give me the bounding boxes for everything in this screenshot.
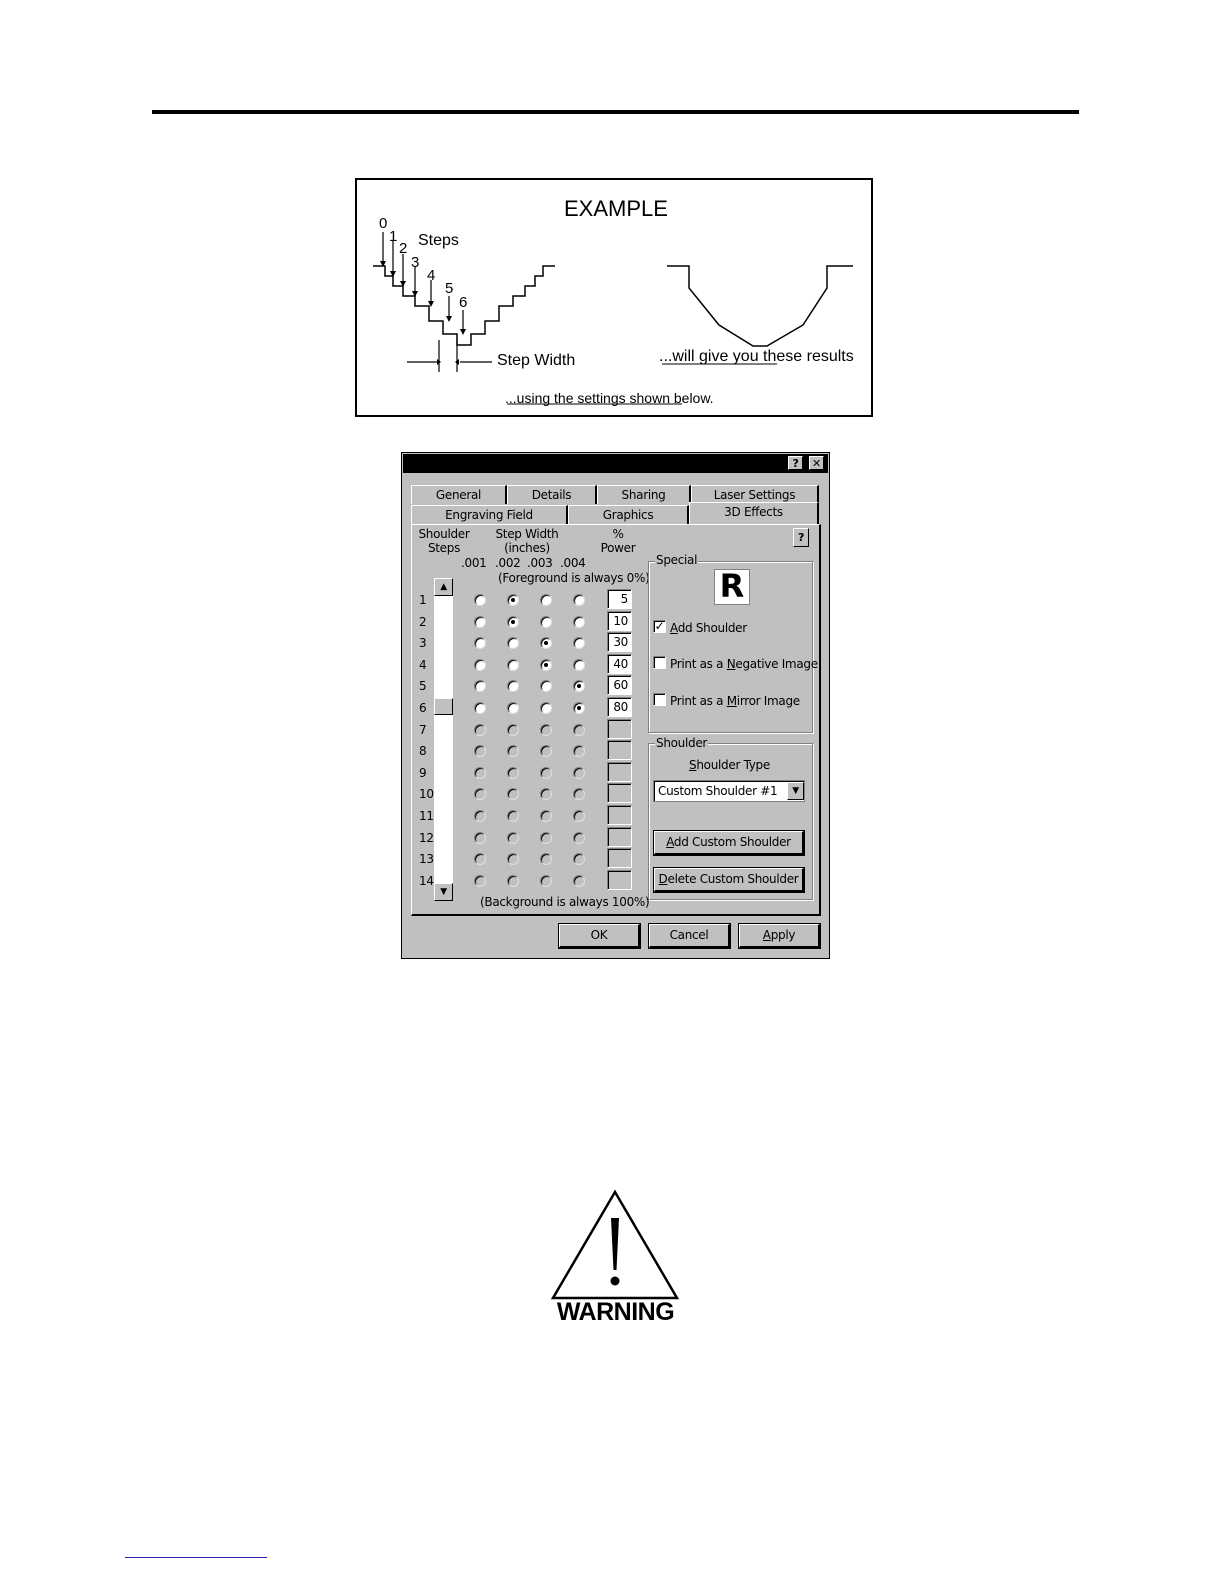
step-width-radio[interactable] xyxy=(474,702,486,714)
steps-label: Steps xyxy=(418,232,459,249)
add-shoulder-checkbox[interactable]: ✓ xyxy=(654,619,665,633)
panel-help-button[interactable]: ? xyxy=(793,528,809,547)
step-width-radio[interactable] xyxy=(474,810,486,822)
step-width-radio[interactable] xyxy=(474,594,486,606)
shoulder-steps-header-1: Shoulder xyxy=(418,527,470,541)
step-number: 2 xyxy=(419,614,427,629)
footer-link-rule xyxy=(125,1557,267,1558)
step-width-radio[interactable] xyxy=(507,616,519,628)
width-001-header: .001 xyxy=(461,556,487,570)
example-figure xyxy=(355,178,873,417)
step-number: 13 xyxy=(419,852,434,867)
step-number-6: 6 xyxy=(459,294,468,311)
step-width-header-2: (inches) xyxy=(504,541,550,555)
special-group-title: Special xyxy=(656,553,698,567)
power-field[interactable]: 40 xyxy=(607,654,632,674)
power-field[interactable]: 10 xyxy=(607,611,632,631)
step-number: 5 xyxy=(419,679,427,694)
step-number-5: 5 xyxy=(445,280,454,297)
warning-label: WARNING xyxy=(556,1298,675,1326)
header-rule xyxy=(152,110,1079,114)
power-field[interactable]: 30 xyxy=(607,632,632,652)
step-number-1: 1 xyxy=(389,228,398,245)
step-width-radio[interactable] xyxy=(474,724,486,736)
step-number: 10 xyxy=(419,787,434,802)
help-title-button[interactable]: ? xyxy=(788,456,803,470)
step-width-radio[interactable] xyxy=(474,616,486,628)
step-width-radio[interactable] xyxy=(540,616,552,628)
step-width-radio[interactable] xyxy=(573,724,585,736)
step-width-radio[interactable] xyxy=(540,702,552,714)
power-field[interactable] xyxy=(607,827,632,847)
step-width-radio[interactable] xyxy=(573,616,585,628)
shoulder-group-title: Shoulder xyxy=(656,736,708,750)
tab-laser-settings[interactable]: Laser Settings xyxy=(691,485,819,504)
scroll-down-button[interactable]: ▼ xyxy=(434,883,453,901)
tab-details[interactable]: Details xyxy=(507,485,597,504)
negative-image-label: Print as a Negative Image xyxy=(670,657,818,671)
step-width-radio[interactable] xyxy=(573,702,585,714)
step-width-marker xyxy=(407,340,492,372)
step-width-radio[interactable] xyxy=(474,832,486,844)
step-width-radio[interactable] xyxy=(474,875,486,887)
step-number: 11 xyxy=(419,809,434,823)
shoulder-steps-header-2: Steps xyxy=(427,541,461,555)
step-number: 8 xyxy=(419,744,427,759)
power-field[interactable] xyxy=(607,783,632,803)
power-header-2: Power xyxy=(600,541,636,555)
step-number: 9 xyxy=(419,765,427,780)
tab-graphics[interactable]: Graphics xyxy=(568,505,689,524)
step-width-radio[interactable] xyxy=(507,832,519,844)
step-number-3: 3 xyxy=(411,254,420,271)
close-title-button[interactable]: ✕ xyxy=(809,456,824,470)
step-width-radio[interactable] xyxy=(507,659,519,671)
result-profile xyxy=(667,266,853,346)
step-width-radio[interactable] xyxy=(573,659,585,671)
scroll-up-button[interactable]: ▲ xyxy=(434,578,453,596)
power-field[interactable]: 5 xyxy=(607,589,632,609)
step-width-radio[interactable] xyxy=(507,724,519,736)
background-note: (Background is always 100%) xyxy=(480,895,650,909)
power-field[interactable]: 80 xyxy=(607,697,632,717)
negative-image-checkbox[interactable] xyxy=(653,656,666,669)
step-width-radio[interactable] xyxy=(540,875,552,887)
delete-custom-shoulder-button[interactable]: Delete Custom Shoulder xyxy=(654,868,804,892)
power-field[interactable] xyxy=(607,805,632,825)
power-field[interactable] xyxy=(607,762,632,782)
power-field[interactable] xyxy=(607,870,632,890)
step-width-radio[interactable] xyxy=(573,810,585,822)
step-number: 6 xyxy=(419,701,427,715)
step-number-2: 2 xyxy=(399,240,408,257)
step-number: 7 xyxy=(419,722,427,737)
step-width-radio[interactable] xyxy=(474,659,486,671)
example-title: EXAMPLE xyxy=(564,196,668,221)
chevron-down-icon[interactable]: ▼ xyxy=(787,782,804,800)
add-custom-shoulder-button[interactable]: Add Custom Shoulder xyxy=(654,831,804,855)
power-field[interactable] xyxy=(607,740,632,760)
step-width-radio[interactable] xyxy=(507,594,519,606)
scroll-thumb[interactable] xyxy=(434,698,453,715)
width-004-header: .004 xyxy=(560,556,586,570)
step-width-radio[interactable] xyxy=(540,810,552,822)
preview-letter: R xyxy=(719,567,745,605)
step-number: 12 xyxy=(419,830,434,845)
mirror-image-checkbox[interactable] xyxy=(653,693,666,706)
step-width-label: Step Width xyxy=(497,352,576,369)
ok-button[interactable]: OK xyxy=(559,924,640,948)
step-width-radio[interactable] xyxy=(507,810,519,822)
step-width-radio[interactable] xyxy=(573,832,585,844)
power-header-1: % xyxy=(612,527,624,541)
width-002-header: .002 xyxy=(495,556,521,570)
step-width-radio[interactable] xyxy=(507,875,519,887)
step-width-radio[interactable] xyxy=(540,724,552,736)
tab-general[interactable]: General xyxy=(411,485,507,504)
tab-sharing[interactable]: Sharing xyxy=(597,485,691,504)
step-width-radio[interactable] xyxy=(573,875,585,887)
steps-scrollbar[interactable] xyxy=(434,578,453,901)
tab-engraving-field[interactable]: Engraving Field xyxy=(411,505,568,524)
apply-button[interactable]: Apply xyxy=(739,924,820,948)
step-number-0: 0 xyxy=(379,215,388,232)
width-003-header: .003 xyxy=(527,556,553,570)
preview-tile xyxy=(714,569,750,605)
mirror-image-label: Print as a Mirror Image xyxy=(670,694,800,708)
shoulder-type-value: Custom Shoulder #1 xyxy=(658,784,778,798)
step-number: 3 xyxy=(419,636,427,651)
step-width-radio[interactable] xyxy=(540,594,552,606)
step-number-4: 4 xyxy=(427,267,436,284)
step-width-radio[interactable] xyxy=(573,594,585,606)
results-label: ...will give you these results xyxy=(659,348,854,365)
step-number: 1 xyxy=(419,593,427,607)
cancel-button[interactable]: Cancel xyxy=(649,924,730,948)
dialog-titlebar xyxy=(403,454,828,473)
power-field[interactable] xyxy=(607,848,632,868)
step-width-radio[interactable] xyxy=(474,767,486,779)
power-field[interactable]: 60 xyxy=(607,675,632,695)
step-width-radio[interactable] xyxy=(507,767,519,779)
properties-dialog xyxy=(401,452,830,959)
tab-3d-effects[interactable]: 3D Effects xyxy=(689,502,819,524)
step-number: 4 xyxy=(419,657,427,672)
step-number: 14 xyxy=(419,873,434,888)
add-shoulder-label: Add Shoulder xyxy=(670,621,747,635)
step-width-radio[interactable] xyxy=(540,767,552,779)
step-width-radio[interactable] xyxy=(573,767,585,779)
shoulder-type-select[interactable] xyxy=(653,780,805,802)
step-width-header-1: Step Width xyxy=(495,527,559,541)
foreground-note: (Foreground is always 0%) xyxy=(498,571,650,585)
step-width-radio[interactable] xyxy=(540,659,552,671)
step-width-radio[interactable] xyxy=(507,702,519,714)
settings-label: ...using the settings shown below. xyxy=(505,390,714,406)
step-width-radio[interactable] xyxy=(540,832,552,844)
shoulder-type-label: Shoulder Type xyxy=(689,758,770,772)
power-field[interactable] xyxy=(607,719,632,739)
